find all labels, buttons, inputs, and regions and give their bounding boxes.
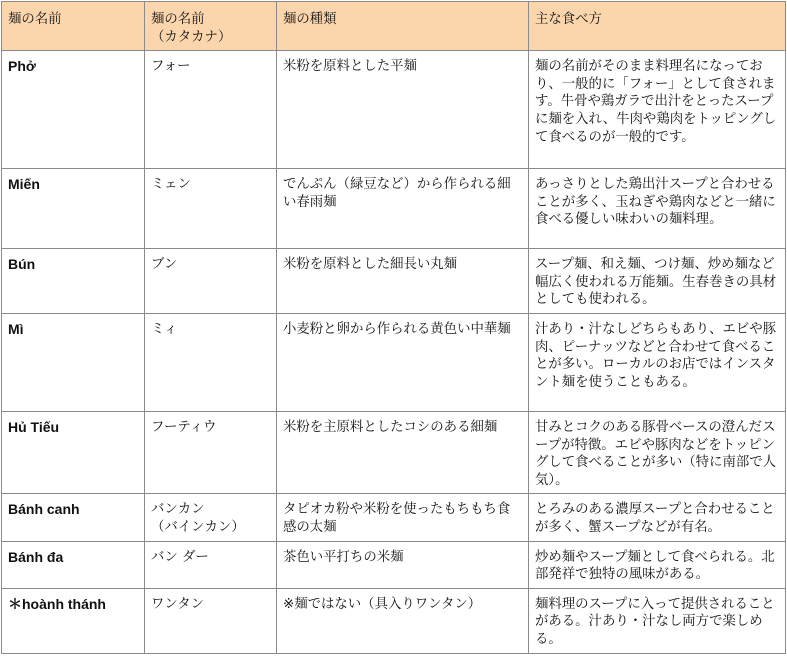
katakana-subtext: （バインカン） <box>151 519 245 535</box>
type-cell: タピオカ粉や米粉を使ったもちもち食感の太麺 <box>277 494 529 541</box>
header-noodle-type-label: 麺の種類 <box>283 12 337 27</box>
table-row <box>2 411 786 493</box>
type-cell: でんぷん（緑豆など）から作られる細い春雨麺 <box>277 169 529 249</box>
header-katakana-sublabel: （カタカナ） <box>151 29 232 45</box>
katakana-cell: フーティウ <box>145 411 277 493</box>
noodle-name-cell: Miến <box>2 169 145 249</box>
table-header <box>2 2 786 51</box>
usage-cell: 甘みとコクのある豚骨ベースの澄んだスープが特徴。エビや豚肉などをトッピングして食べることが多い（特に南部で人気）。 <box>529 411 786 493</box>
header-noodle-name-label: 麺の名前 <box>8 12 62 27</box>
noodle-name-cell: Phở <box>2 51 145 169</box>
header-usage-label: 主な食べ方 <box>535 12 602 27</box>
header-noodle-name <box>2 2 145 51</box>
type-cell: ※麺ではない（具入りワンタン） <box>277 588 529 653</box>
usage-cell: 汁あり・汁なしどちらもあり、エビや豚肉、ピーナッツなどと合わせて食べることが多い。ローカルのお店ではインスタント麺を使うこともある。 <box>529 313 786 411</box>
table-body <box>2 51 786 653</box>
header-katakana-label: 麺の名前 <box>151 12 205 27</box>
noodle-name-cell: ＊hoành thánh <box>2 588 145 653</box>
noodle-name-cell: Bánh canh <box>2 494 145 541</box>
usage-cell: 炒め麺やスープ麺として食べられる。北部発祥で独特の風味がある。 <box>529 541 786 588</box>
katakana-cell <box>145 494 277 541</box>
table-row <box>2 169 786 249</box>
katakana-cell: バン ダー <box>145 541 277 588</box>
usage-cell: 麺の名前がそのまま料理名になっており、一般的に「フォー」として食されます。牛骨や鶏ガラで出汁をとったスープに麺を入れ、牛肉や鶏肉をトッピングして食べるのが一般的です。 <box>529 51 786 169</box>
table-row <box>2 541 786 588</box>
table-row <box>2 588 786 653</box>
katakana-cell: ミェン <box>145 169 277 249</box>
header-noodle-katakana <box>145 2 277 51</box>
usage-cell: あっさりとした鶏出汁スープと合わせることが多く、玉ねぎや鶏肉などと一緒に食べる優しい味わいの麺料理。 <box>529 169 786 249</box>
header-row <box>2 2 786 51</box>
type-cell: 米粉を主原料としたコシのある細麺 <box>277 411 529 493</box>
usage-cell: スープ麺、和え麺、つけ麺、炒め麺など幅広く使われる万能麺。生春巻きの具材としても使われる。 <box>529 249 786 314</box>
noodle-name-cell: Bún <box>2 249 145 314</box>
noodle-name-cell: Bánh đa <box>2 541 145 588</box>
usage-cell: 麺料理のスープに入って提供されることがある。汁あり・汁なし両方で楽しめる。 <box>529 588 786 653</box>
katakana-text: バンカン <box>151 502 205 518</box>
noodle-name-cell: Mì <box>2 313 145 411</box>
header-usage <box>529 2 786 51</box>
katakana-cell: ワンタン <box>145 588 277 653</box>
type-cell: 米粉を原料とした平麺 <box>277 51 529 169</box>
noodle-name-cell: Hủ Tiếu <box>2 411 145 493</box>
type-cell: 茶色い平打ちの米麺 <box>277 541 529 588</box>
table-row <box>2 249 786 314</box>
header-noodle-type <box>277 2 529 51</box>
table-row <box>2 51 786 169</box>
katakana-cell: フォー <box>145 51 277 169</box>
type-cell: 小麦粉と卵から作られる黄色い中華麺 <box>277 313 529 411</box>
table-row <box>2 494 786 541</box>
type-cell: 米粉を原料とした細長い丸麺 <box>277 249 529 314</box>
noodle-table <box>1 1 786 654</box>
usage-cell: とろみのある濃厚スープと合わせることが多く、蟹スープなどが有名。 <box>529 494 786 541</box>
table-row <box>2 313 786 411</box>
katakana-cell: ミィ <box>145 313 277 411</box>
katakana-cell: ブン <box>145 249 277 314</box>
